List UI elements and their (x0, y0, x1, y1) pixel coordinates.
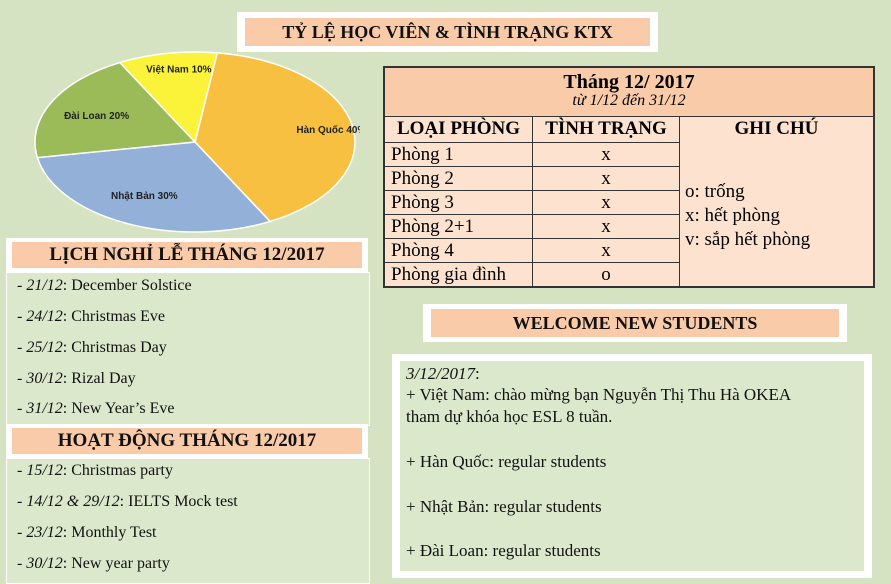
table-row (385, 262, 679, 287)
table-row (385, 238, 679, 263)
holiday-text: : Rizal Day (62, 370, 136, 387)
table-row (385, 214, 679, 239)
holiday-text: : Christmas Eve (62, 308, 165, 325)
activities-title: HOẠT ĐỘNG THÁNG 12/2017 (12, 428, 362, 454)
month-title: Tháng 12/ 2017 (563, 71, 695, 93)
room-name: Phòng 2+1 (391, 216, 475, 237)
welcome-date-text: 3/12/2017 (406, 364, 475, 383)
room-name: Phòng 2 (391, 168, 454, 189)
table-row (385, 142, 679, 167)
col-room-header: LOẠI PHÒNG (397, 118, 520, 139)
room-status: x (601, 216, 611, 237)
holiday-date: - 30/12 (17, 370, 63, 387)
holiday-text: : Christmas Day (62, 339, 167, 356)
note-item: o: trống (685, 181, 745, 202)
welcome-title: WELCOME NEW STUDENTS (431, 309, 839, 337)
holidays-title: LỊCH NGHỈ LỄ THÁNG 12/2017 (12, 242, 362, 268)
col-status-header: TÌNH TRẠNG (545, 118, 667, 139)
activity-text: : IELTS Mock test (119, 493, 238, 510)
welcome-box (392, 354, 872, 578)
room-status: x (601, 192, 611, 213)
table-divider (679, 116, 680, 286)
activity-date: - 23/12 (17, 524, 63, 541)
list-item (17, 524, 156, 542)
list-item (17, 370, 136, 388)
holiday-date: - 21/12 (17, 277, 63, 294)
welcome-line: + Việt Nam: chào mừng bạn Nguyễn Thị Thu Hà OKEA (406, 385, 792, 404)
holiday-date: - 31/12 (17, 400, 63, 417)
note-item: v: sắp hết phòng (685, 229, 811, 250)
pie-chart-svg (30, 50, 360, 235)
table-notes (685, 180, 810, 252)
activity-date: - 14/12 & 29/12 (17, 493, 120, 510)
holiday-text: : New Year’s Eve (62, 400, 175, 417)
pie-slice-label: Đài Loan 20% (64, 111, 130, 123)
activities-list (6, 458, 370, 584)
holiday-date: - 25/12 (17, 339, 63, 356)
list-item (17, 493, 238, 511)
welcome-line: + Đài Loan: regular students (406, 541, 601, 560)
welcome-title-banner (423, 304, 847, 342)
activities-title-banner (6, 424, 368, 458)
main-title-banner (237, 12, 658, 52)
room-status: x (601, 168, 611, 189)
room-name: Phòng gia đình (391, 264, 507, 285)
room-status: x (601, 144, 611, 165)
pie-chart (30, 50, 360, 235)
activity-text: : New year party (62, 555, 170, 572)
room-name: Phòng 4 (391, 240, 454, 261)
month-header (385, 68, 873, 117)
room-status-table (383, 66, 875, 288)
holidays-list (6, 272, 370, 426)
pie-slice-label: Hàn Quốc 40% (296, 124, 360, 136)
list-item (17, 277, 192, 295)
col-note-header: GHI CHÚ (734, 118, 819, 139)
room-name: Phòng 1 (391, 144, 454, 165)
month-range: từ 1/12 đến 31/12 (572, 92, 686, 109)
room-name: Phòng 3 (391, 192, 454, 213)
pie-slice-label: Nhật Bản 30% (110, 190, 178, 202)
activity-text: : Christmas party (62, 462, 173, 479)
table-row (385, 190, 679, 215)
list-item (17, 308, 165, 326)
note-item: x: hết phòng (685, 205, 780, 226)
pie-slice-label: Việt Nam 10% (146, 64, 212, 76)
welcome-line: + Nhật Bản: regular students (406, 497, 602, 516)
table-row (385, 166, 679, 191)
welcome-content (400, 361, 864, 571)
activity-date: - 30/12 (17, 555, 63, 572)
list-item (17, 339, 167, 357)
room-status: o (601, 264, 611, 285)
room-status: x (601, 240, 611, 261)
list-item (17, 555, 170, 573)
welcome-line: + Hàn Quốc: regular students (406, 452, 607, 471)
activity-text: : Monthly Test (62, 524, 157, 541)
holiday-date: - 24/12 (17, 308, 63, 325)
welcome-line: tham dự khóa học ESL 8 tuần. (406, 407, 613, 426)
main-title: TỶ LỆ HỌC VIÊN & TÌNH TRẠNG KTX (245, 18, 650, 46)
holiday-text: : December Solstice (62, 277, 192, 294)
list-item (17, 400, 174, 418)
activity-date: - 15/12 (17, 462, 63, 479)
holidays-title-banner (6, 238, 368, 272)
list-item (17, 462, 173, 480)
welcome-date: 3/12/2017: (406, 364, 480, 383)
